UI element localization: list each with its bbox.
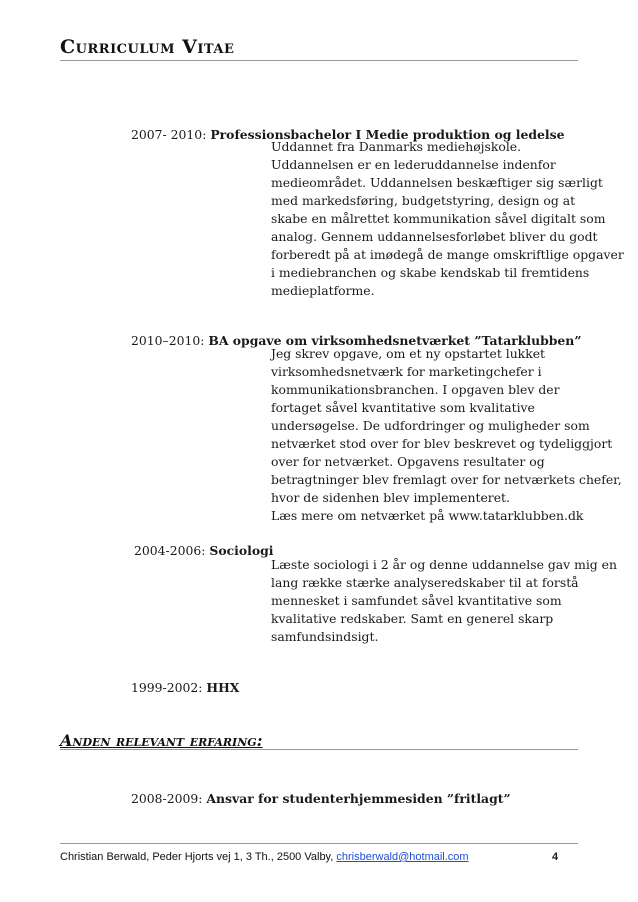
description-line: kvalitative redskaber. Samt en generel skarp [271, 611, 554, 626]
description-line: lang række stærke analyseredskaber til at forstå [271, 575, 579, 590]
description-line: medieplatforme. [271, 283, 375, 298]
footer-address: Christian Berwald, Peder Hjorts vej 1, 3 Th., 2500 Valby, [60, 851, 334, 863]
description-line: med markedsføring, budgetstyring, design og at [271, 193, 576, 208]
description-line: Læste sociologi i 2 år og denne uddannelse gav mig en [271, 557, 617, 572]
footer-divider [60, 843, 578, 844]
entry-title: HHX [206, 680, 240, 695]
section-title: Anden relevant erfaring: [60, 731, 263, 750]
description-line: Læs mere om netværket på www.tatarklubben.dk [271, 508, 584, 523]
entry-title: BA opgave om virksomhedsnetværket ”Tatarklubben” [208, 333, 582, 348]
entry-title: Ansvar for studenterhjemmesiden ”fritlagt” [206, 791, 511, 806]
description-line: Uddannet fra Danmarks mediehøjskole. [271, 139, 522, 154]
education-entry-description [271, 345, 622, 525]
description-line: virksomhedsnetværk for marketingchefer i [271, 364, 542, 379]
description-line: kommunikationsbranchen. I opgaven blev der [271, 382, 560, 397]
description-line: i mediebranchen og skabe kendskab til fremtidens [271, 265, 590, 280]
description-line: medieområdet. Uddannelsen beskæftiger sig særligt [271, 175, 603, 190]
entry-period: 1999-2002: [131, 680, 203, 695]
description-line: skabe en målrettet kommunikation såvel digitalt som [271, 211, 606, 226]
email-link[interactable]: chrisberwald@hotmail.com [336, 851, 469, 863]
entry-period: 2010–2010: [131, 333, 205, 348]
description-line: undersøgelse. De udfordringer og muligheder som [271, 418, 590, 433]
description-line: forberedt på at imødegå de mange omskriftlige opgaver [271, 247, 624, 262]
entry-period: 2008-2009: [131, 791, 203, 806]
experience-entry-heading [131, 791, 511, 807]
description-line: Jeg skrev opgave, om et ny opstartet lukket [271, 346, 546, 361]
description-line: mennesket i samfundet såvel kvantitative som [271, 593, 562, 608]
description-line: netværket stod over for blev beskrevet og tydeliggjort [271, 436, 613, 451]
description-line: samfundsindsigt. [271, 629, 379, 644]
header-divider [60, 60, 578, 61]
page-number: 4 [552, 851, 559, 863]
education-entry-heading [134, 543, 273, 559]
education-entry-heading [131, 680, 239, 696]
description-line: fortaget såvel kvantitative som kvalitative [271, 400, 535, 415]
entry-title: Sociologi [209, 543, 274, 558]
footer-contact [60, 851, 560, 863]
section-divider [60, 749, 578, 750]
description-line: Uddannelsen er en lederuddannelse indenfor [271, 157, 556, 172]
description-line: betragtninger blev fremlagt over for netværkets chefer, [271, 472, 622, 487]
entry-title: Professionsbachelor I Medie produktion og ledelse [210, 127, 565, 142]
entry-period: 2004-2006: [134, 543, 206, 558]
education-entry-description [271, 556, 617, 646]
description-line: analog. Gennem uddannelsesforløbet bliver du godt [271, 229, 598, 244]
education-entry-description [271, 138, 624, 300]
description-line: over for netværket. Opgavens resultater og [271, 454, 545, 469]
page-title: Curriculum Vitae [60, 36, 235, 58]
entry-period: 2007- 2010: [131, 127, 207, 142]
description-line: hvor de sidenhen blev implementeret. [271, 490, 510, 505]
